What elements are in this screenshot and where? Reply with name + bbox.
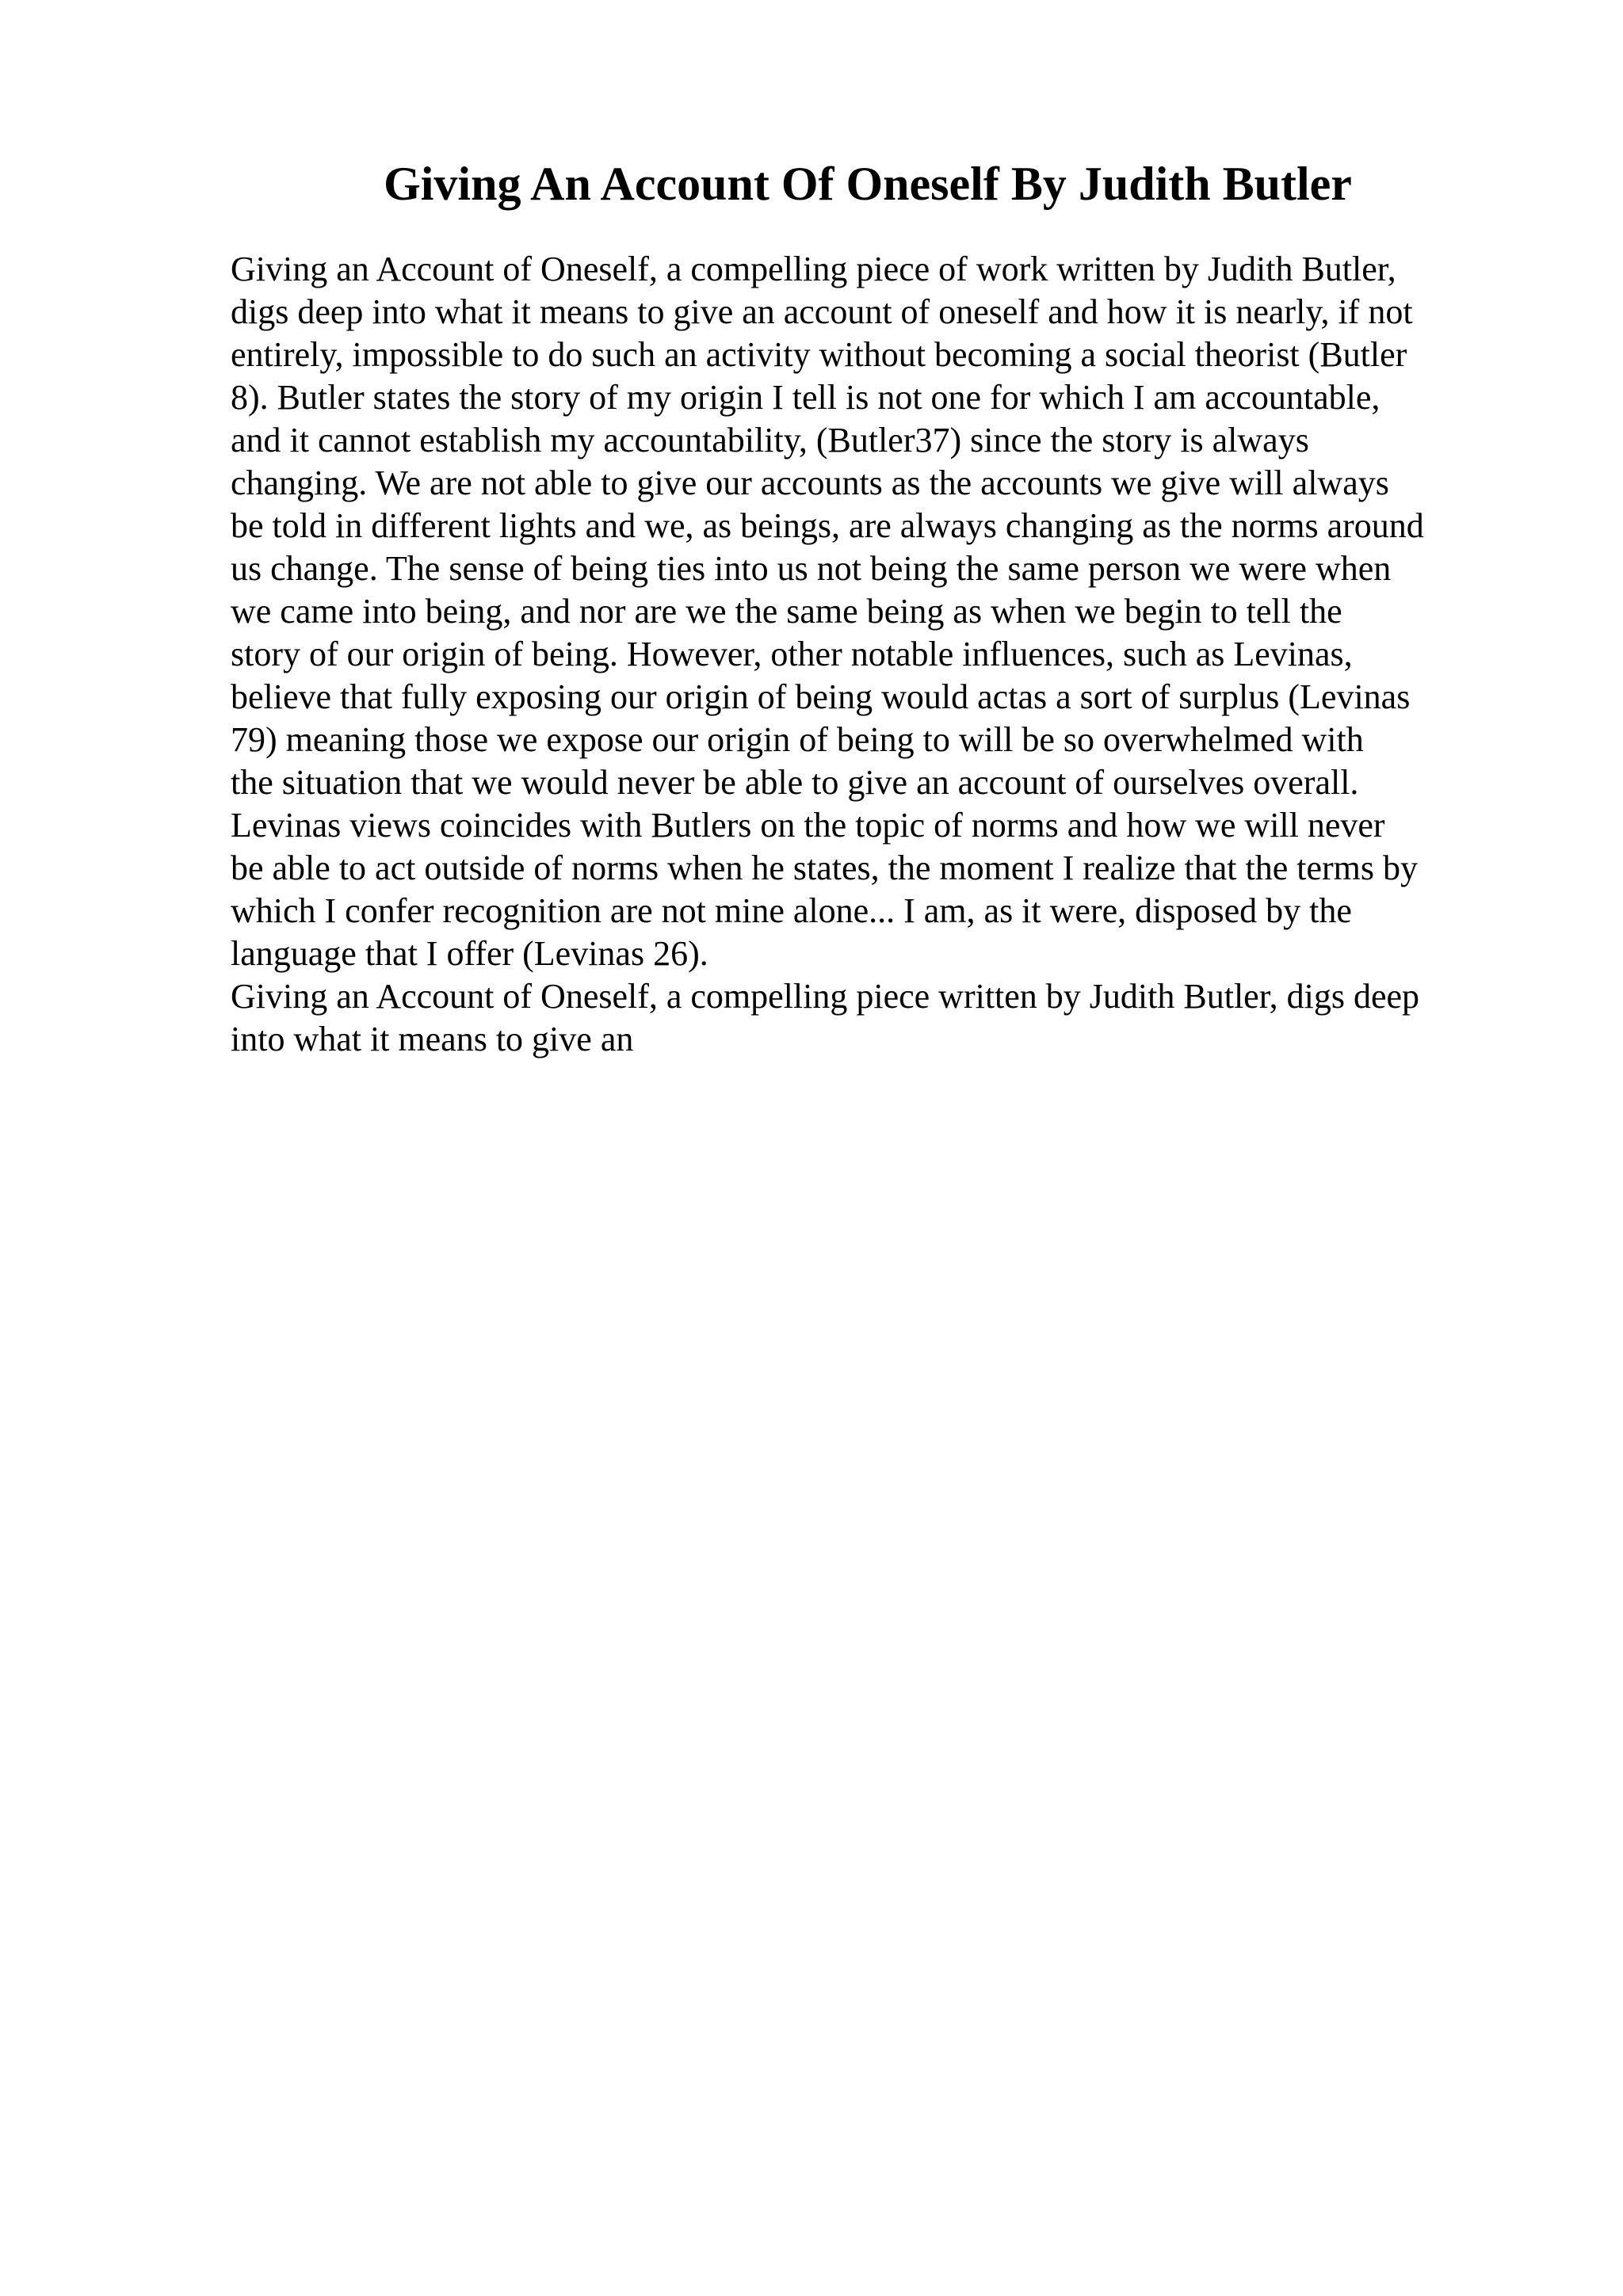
body-line: and it cannot establish my accountability, (Butler37) since the story is always: [231, 421, 1309, 460]
document-body: [231, 248, 1594, 1061]
body-line: we came into being, and nor are we the same being as when we begin to tell the: [231, 592, 1342, 631]
body-line: entirely, impossible to do such an activity without becoming a social theorist (Butler: [231, 335, 1407, 374]
body-line: which I confer recognition are not mine alone... I am, as it were, disposed by the: [231, 891, 1352, 930]
body-line: 8). Butler states the story of my origin I tell is not one for which I am accountable,: [231, 378, 1381, 417]
document-title: Giving An Account Of Oneself By Judith Butler: [384, 158, 1352, 210]
body-line: Giving an Account of Oneself, a compelling piece of work written by Judith Butler,: [231, 250, 1396, 288]
body-line: be able to act outside of norms when he states, the moment I realize that the terms by: [231, 849, 1418, 887]
body-line: changing. We are not able to give our accounts as the accounts we give will always: [231, 463, 1389, 502]
body-line: believe that fully exposing our origin of being would actas a sort of surplus (Levinas: [231, 677, 1411, 716]
body-line: Levinas views coincides with Butlers on the topic of norms and how we will never: [231, 806, 1385, 845]
body-line: the situation that we would never be able to give an account of ourselves overall.: [231, 763, 1359, 802]
body-line: 79) meaning those we expose our origin of being to will be so overwhelmed with: [231, 720, 1364, 759]
body-line: us change. The sense of being ties into us not being the same person we were when: [231, 549, 1392, 588]
body-line: Giving an Account of Oneself, a compelling piece written by Judith Butler, digs deep: [231, 977, 1419, 1016]
body-line: story of our origin of being. However, other notable influences, such as Levinas,: [231, 635, 1353, 673]
body-line: be told in different lights and we, as beings, are always changing as the norms around: [231, 506, 1424, 545]
body-line: into what it means to give an: [231, 1020, 634, 1058]
body-line: digs deep into what it means to give an account of oneself and how it is nearly, if not: [231, 292, 1413, 331]
body-line: language that I offer (Levinas 26).: [231, 934, 708, 973]
